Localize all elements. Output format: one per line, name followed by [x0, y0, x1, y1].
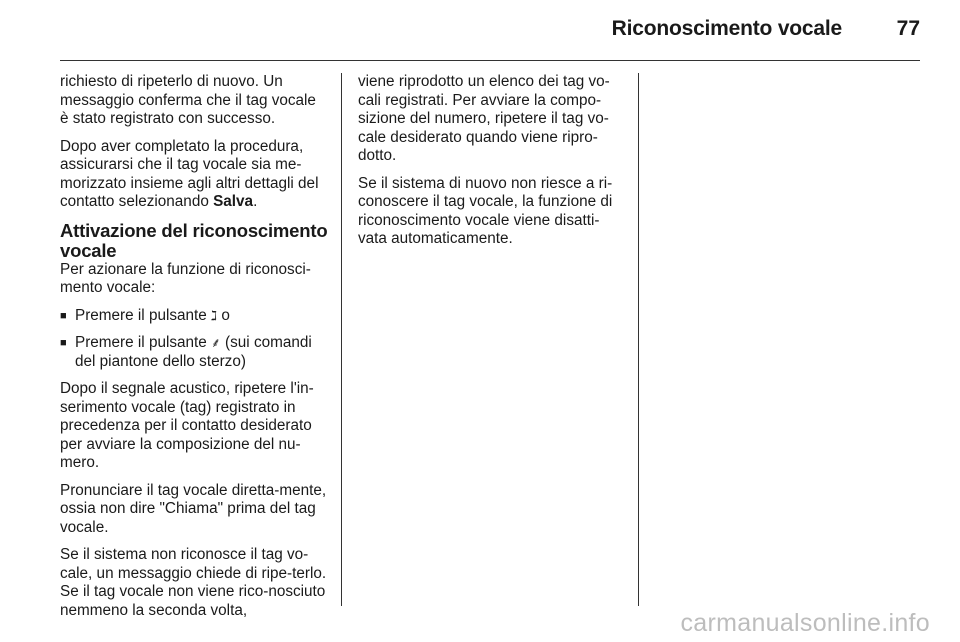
- paragraph-after-beep: Dopo il segnale acustico, ripetere l'in-serimento vocale (tag) registrato in precedenza per il contatto desiderato per avviare la composizione del nu-mero.: [60, 380, 314, 471]
- bullet-icon: ■: [60, 309, 67, 322]
- paragraph-save: Dopo aver completato la procedura, assicurarsi che il tag vocale sia me-morizzato insieme agli altri dettagli del contatto selezionando Salva.: [60, 137, 319, 210]
- paragraph-deactivation: Se il sistema di nuovo non riesce a ri-conoscere il tag vocale, la funzione di riconoscimento vocale viene disatti-vata automaticamente.: [358, 174, 613, 247]
- page-title: Riconoscimento vocale: [611, 17, 842, 40]
- watermark: carmanualsonline.info: [680, 609, 930, 637]
- column-divider-right: [638, 73, 639, 606]
- paragraph-confirmation: richiesto di ripeterlo di nuovo. Un messaggio conferma che il tag vocale è stato registrato con successo.: [60, 73, 316, 127]
- paragraph-not-recognized: Se il sistema non riconosce il tag vo-cale, un messaggio chiede di ripe-terlo. Se il tag vocale non viene rico-nosciuto nemmeno la seconda volta,: [60, 546, 327, 619]
- column-divider-left: [341, 73, 342, 606]
- paragraph-pronounce: Pronunciare il tag vocale diretta-mente, ossia non dire "Chiama" prima del tag vocale.: [60, 481, 327, 536]
- page-number: 77: [896, 17, 920, 40]
- paragraph-tag-list: viene riprodotto un elenco dei tag vo-cali registrati. Per avviare la compo-sizione del numero, ripetere il tag vo-cale desiderato quando viene ripro-dotto.: [358, 73, 610, 164]
- list-item-button-1: ■ Premere il pulsante ℷ o: [60, 306, 230, 324]
- steering-voice-button-icon: ⸙: [211, 335, 221, 350]
- middle-column: [358, 73, 628, 258]
- bullet-icon: ■: [60, 337, 67, 349]
- list-item-button-2: ■ Premere il pulsante ⸙ (sui comandi del piantone dello sterzo): [60, 334, 312, 370]
- paragraph-activation: Per azionare la funzione di riconosci-mento vocale:: [60, 260, 311, 296]
- section-heading: Attivazione del riconoscimento vocale: [60, 219, 328, 261]
- left-column: [60, 73, 328, 629]
- header-divider: [60, 60, 920, 61]
- save-label: Salva: [213, 193, 254, 210]
- voice-button-icon: ℷ: [211, 307, 218, 323]
